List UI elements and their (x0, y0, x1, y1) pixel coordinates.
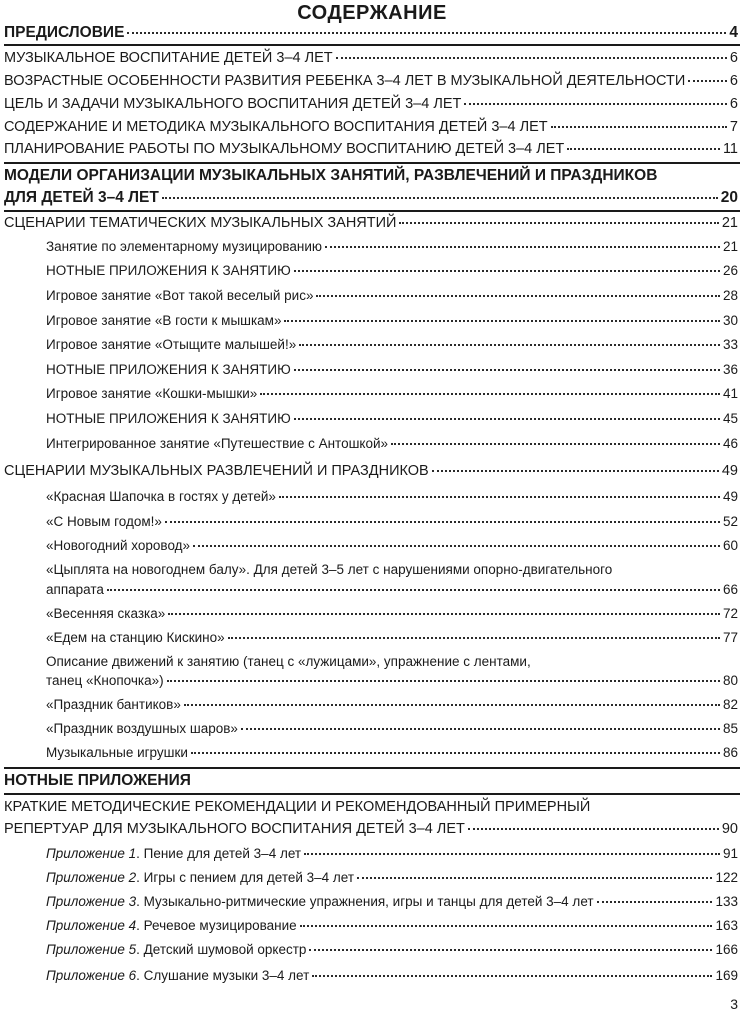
leader-dots (241, 728, 720, 730)
leader-dots (399, 222, 718, 224)
toc-entry-page: 45 (722, 411, 738, 426)
toc-entry-page: 20 (720, 189, 738, 206)
toc-entry-page: 122 (715, 870, 738, 885)
toc-entry[interactable] (4, 94, 738, 114)
toc-subentry[interactable] (46, 335, 738, 355)
leader-dots (312, 975, 712, 977)
toc-subentry[interactable] (46, 384, 738, 404)
leader-dots (316, 295, 720, 297)
toc-entry-page: 28 (722, 288, 738, 303)
toc-subentry[interactable] (46, 311, 738, 331)
leader-dots (165, 521, 720, 523)
toc-subentry[interactable] (46, 719, 738, 739)
toc-subentry[interactable] (46, 580, 738, 600)
divider (4, 210, 740, 212)
leader-dots (688, 80, 727, 82)
toc-entry[interactable] (4, 461, 738, 481)
toc-subentry[interactable] (46, 695, 738, 715)
appendix-label: Приложение 2 (46, 870, 137, 885)
divider (4, 162, 740, 164)
toc-heading-notes: НОТНЫЕ ПРИЛОЖЕНИЯ (4, 772, 191, 789)
toc-entry-text: Занятие по элементарному музицированию (46, 239, 322, 254)
toc-entry-text: «С Новым годом!» (46, 514, 162, 529)
toc-entry[interactable] (4, 213, 738, 233)
toc-subentry[interactable] (46, 286, 738, 306)
toc-subentry[interactable] (46, 434, 738, 454)
toc-appendix-entry[interactable] (46, 940, 738, 960)
toc-subentry[interactable] (46, 536, 738, 556)
toc-entry-text: РЕПЕРТУАР ДЛЯ МУЗЫКАЛЬНОГО ВОСПИТАНИЯ ДЕТЕЙ 3–4 ЛЕТ (4, 821, 465, 837)
leader-dots (168, 613, 720, 615)
toc-subentry-movements-line1: Описание движений к занятию (танец с «лужицами», упражнение с лентами, (46, 654, 531, 669)
toc-entry-page: 166 (715, 942, 738, 957)
divider (4, 767, 740, 769)
toc-subentry[interactable] (46, 360, 738, 380)
appendix-label: Приложение 3 (46, 894, 137, 909)
toc-subentry[interactable] (46, 604, 738, 624)
leader-dots (184, 704, 720, 706)
toc-entry-text: Игровое занятие «Вот такой веселый рис» (46, 288, 314, 303)
toc-entry-page: 80 (722, 673, 738, 688)
leader-dots (279, 496, 720, 498)
leader-dots (294, 270, 720, 272)
page-title: СОДЕРЖАНИЕ (297, 2, 447, 24)
leader-dots (325, 246, 720, 248)
leader-dots (294, 369, 720, 371)
leader-dots (468, 828, 719, 830)
leader-dots (107, 589, 720, 591)
toc-entry-page: 52 (722, 514, 738, 529)
toc-entry-text: Игровое занятие «Отыщите малышей!» (46, 337, 297, 352)
toc-entry-page: 82 (722, 697, 738, 712)
toc-entry-page: 169 (715, 968, 738, 983)
toc-entry-page: 4 (729, 24, 738, 41)
leader-dots (432, 470, 719, 472)
toc-entry[interactable] (4, 71, 738, 91)
leader-dots (300, 925, 713, 927)
toc-entry-page: 86 (722, 745, 738, 760)
leader-dots (357, 877, 712, 879)
leader-dots (597, 901, 713, 903)
toc-entry-page: 66 (722, 582, 738, 597)
toc-entry-page: 6 (729, 50, 738, 66)
toc-appendix-entry[interactable] (46, 966, 738, 986)
toc-appendix-entry[interactable] (46, 916, 738, 936)
toc-entry[interactable] (4, 139, 738, 159)
toc-entry-text: Игровое занятие «В гости к мышкам» (46, 313, 282, 328)
toc-subentry[interactable] (46, 671, 738, 691)
leader-dots (191, 752, 720, 754)
toc-heading-models-line1: МОДЕЛИ ОРГАНИЗАЦИИ МУЗЫКАЛЬНЫХ ЗАНЯТИЙ, РАЗВЛЕЧЕНИЙ И ПРАЗДНИКОВ (4, 167, 658, 184)
leader-dots (304, 853, 720, 855)
leader-dots (228, 637, 720, 639)
divider (4, 44, 740, 46)
toc-entry-page: 60 (722, 538, 738, 553)
toc-subentry[interactable] (46, 628, 738, 648)
toc-entry-page: 77 (722, 630, 738, 645)
leader-dots (260, 393, 720, 395)
appendix-title: . Речевое музицирование (136, 918, 297, 933)
toc-entry-text: МУЗЫКАЛЬНОЕ ВОСПИТАНИЕ ДЕТЕЙ 3–4 ЛЕТ (4, 50, 333, 66)
toc-entry-text: «Новогодний хоровод» (46, 538, 191, 553)
toc-entry-page: 33 (722, 337, 738, 352)
toc-entry-models[interactable] (4, 188, 738, 208)
toc-entry-text: «Праздник бантиков» (46, 697, 181, 712)
toc-entry-page: 46 (722, 436, 738, 451)
toc-entry-page: 7 (729, 119, 738, 135)
appendix-label: Приложение 5 (46, 942, 137, 957)
toc-entry-page: 26 (722, 263, 738, 278)
appendix-label: Приложение 4 (46, 918, 137, 933)
appendix-label: Приложение 6 (46, 968, 137, 983)
toc-entry-text: ДЛЯ ДЕТЕЙ 3–4 ЛЕТ (4, 189, 159, 206)
toc-entry[interactable] (4, 48, 738, 68)
toc-entry-page: 6 (729, 96, 738, 112)
leader-dots (551, 126, 727, 128)
toc-entry-text: НОТНЫЕ ПРИЛОЖЕНИЯ К ЗАНЯТИЮ (46, 263, 291, 278)
toc-entry-page: 91 (722, 846, 738, 861)
divider (4, 793, 740, 795)
toc-appendix-entry[interactable] (46, 892, 738, 912)
leader-dots (284, 320, 719, 322)
toc-entry-text: ПЛАНИРОВАНИЕ РАБОТЫ ПО МУЗЫКАЛЬНОМУ ВОСПИТАНИЮ ДЕТЕЙ 3–4 ЛЕТ (4, 141, 565, 157)
leader-dots (391, 443, 720, 445)
leader-dots (464, 103, 727, 105)
toc-entry-page: 36 (722, 362, 738, 377)
toc-entry-page: 41 (722, 386, 738, 401)
leader-dots (167, 680, 720, 682)
toc-entry-text: ПРЕДИСЛОВИЕ (4, 24, 125, 41)
leader-dots (567, 148, 720, 150)
toc-entry-page: 21 (722, 239, 738, 254)
toc-entry-page: 72 (722, 606, 738, 621)
toc-subentry[interactable] (46, 261, 738, 281)
toc-entry-preface[interactable] (4, 23, 738, 43)
toc-subentry-chicks-line1: «Цыплята на новогоднем балу». Для детей 3–5 лет с нарушениями опорно-двигательного (46, 562, 613, 577)
leader-dots (127, 32, 726, 34)
toc-entry-text: ВОЗРАСТНЫЕ ОСОБЕННОСТИ РАЗВИТИЯ РЕБЕНКА 3–4 ЛЕТ В МУЗЫКАЛЬНОЙ ДЕЯТЕЛЬНОСТИ (4, 73, 686, 89)
appendix-title: . Пение для детей 3–4 лет (136, 846, 302, 861)
toc-entry-brief-line1: КРАТКИЕ МЕТОДИЧЕСКИЕ РЕКОМЕНДАЦИИ И РЕКОМЕНДОВАННЫЙ ПРИМЕРНЫЙ (4, 799, 591, 815)
appendix-title: . Музыкально-ритмические упражнения, игры и танцы для детей 3–4 лет (136, 894, 594, 909)
toc-entry-text: СЦЕНАРИИ ТЕМАТИЧЕСКИХ МУЗЫКАЛЬНЫХ ЗАНЯТИЙ (4, 215, 397, 231)
leader-dots (193, 545, 720, 547)
toc-entry-page: 49 (722, 489, 738, 504)
toc-entry-text: «Едем на станцию Кискино» (46, 630, 225, 645)
appendix-title: . Игры с пением для детей 3–4 лет (136, 870, 355, 885)
toc-appendix-entry[interactable] (46, 844, 738, 864)
toc-entry-page: 6 (729, 73, 738, 89)
toc-entry-text: «Праздник воздушных шаров» (46, 721, 238, 736)
page-number: 3 (730, 996, 738, 1012)
toc-entry-page: 133 (715, 894, 738, 909)
toc-entry-text: ЦЕЛЬ И ЗАДАЧИ МУЗЫКАЛЬНОГО ВОСПИТАНИЯ ДЕТЕЙ 3–4 ЛЕТ (4, 96, 462, 112)
toc-entry-text: СЦЕНАРИИ МУЗЫКАЛЬНЫХ РАЗВЛЕЧЕНИЙ И ПРАЗДНИКОВ (4, 463, 429, 479)
leader-dots (309, 949, 712, 951)
toc-subentry[interactable] (46, 743, 738, 763)
toc-entry-text: Интегрированное занятие «Путешествие с Антошкой» (46, 436, 389, 451)
toc-entry-text: «Красная Шапочка в гостях у детей» (46, 489, 276, 504)
toc-entry-text: Игровое занятие «Кошки-мышки» (46, 386, 258, 401)
leader-dots (299, 344, 720, 346)
leader-dots (162, 197, 718, 199)
appendix-label: Приложение 1 (46, 846, 137, 861)
toc-subentry[interactable] (46, 487, 738, 507)
toc-entry-text: НОТНЫЕ ПРИЛОЖЕНИЯ К ЗАНЯТИЮ (46, 362, 291, 377)
toc-subentry[interactable] (46, 237, 738, 257)
toc-entry-brief[interactable] (4, 819, 738, 839)
toc-entry-text: НОТНЫЕ ПРИЛОЖЕНИЯ К ЗАНЯТИЮ (46, 411, 291, 426)
toc-entry-text: СОДЕРЖАНИЕ И МЕТОДИКА МУЗЫКАЛЬНОГО ВОСПИТАНИЯ ДЕТЕЙ 3–4 ЛЕТ (4, 119, 548, 135)
toc-subentry[interactable] (46, 409, 738, 429)
toc-entry-page: 49 (721, 463, 738, 479)
toc-entry-page: 90 (721, 821, 738, 837)
toc-entry-page: 30 (722, 313, 738, 328)
toc-entry-page: 163 (715, 918, 738, 933)
appendix-title: . Детский шумовой оркестр (136, 942, 307, 957)
toc-entry-text: аппарата (46, 582, 104, 597)
appendix-title: . Слушание музыки 3–4 лет (136, 968, 310, 983)
toc-entry-text: Музыкальные игрушки (46, 745, 188, 760)
toc-entry-page: 85 (722, 721, 738, 736)
toc-entry[interactable] (4, 117, 738, 137)
toc-appendix-entry[interactable] (46, 868, 738, 888)
leader-dots (336, 57, 727, 59)
toc-entry-page: 21 (721, 215, 738, 231)
toc-subentry[interactable] (46, 512, 738, 532)
leader-dots (294, 418, 720, 420)
toc-entry-page: 11 (722, 141, 738, 157)
toc-entry-text: танец «Кнопочка») (46, 673, 164, 688)
toc-entry-text: «Весенняя сказка» (46, 606, 166, 621)
